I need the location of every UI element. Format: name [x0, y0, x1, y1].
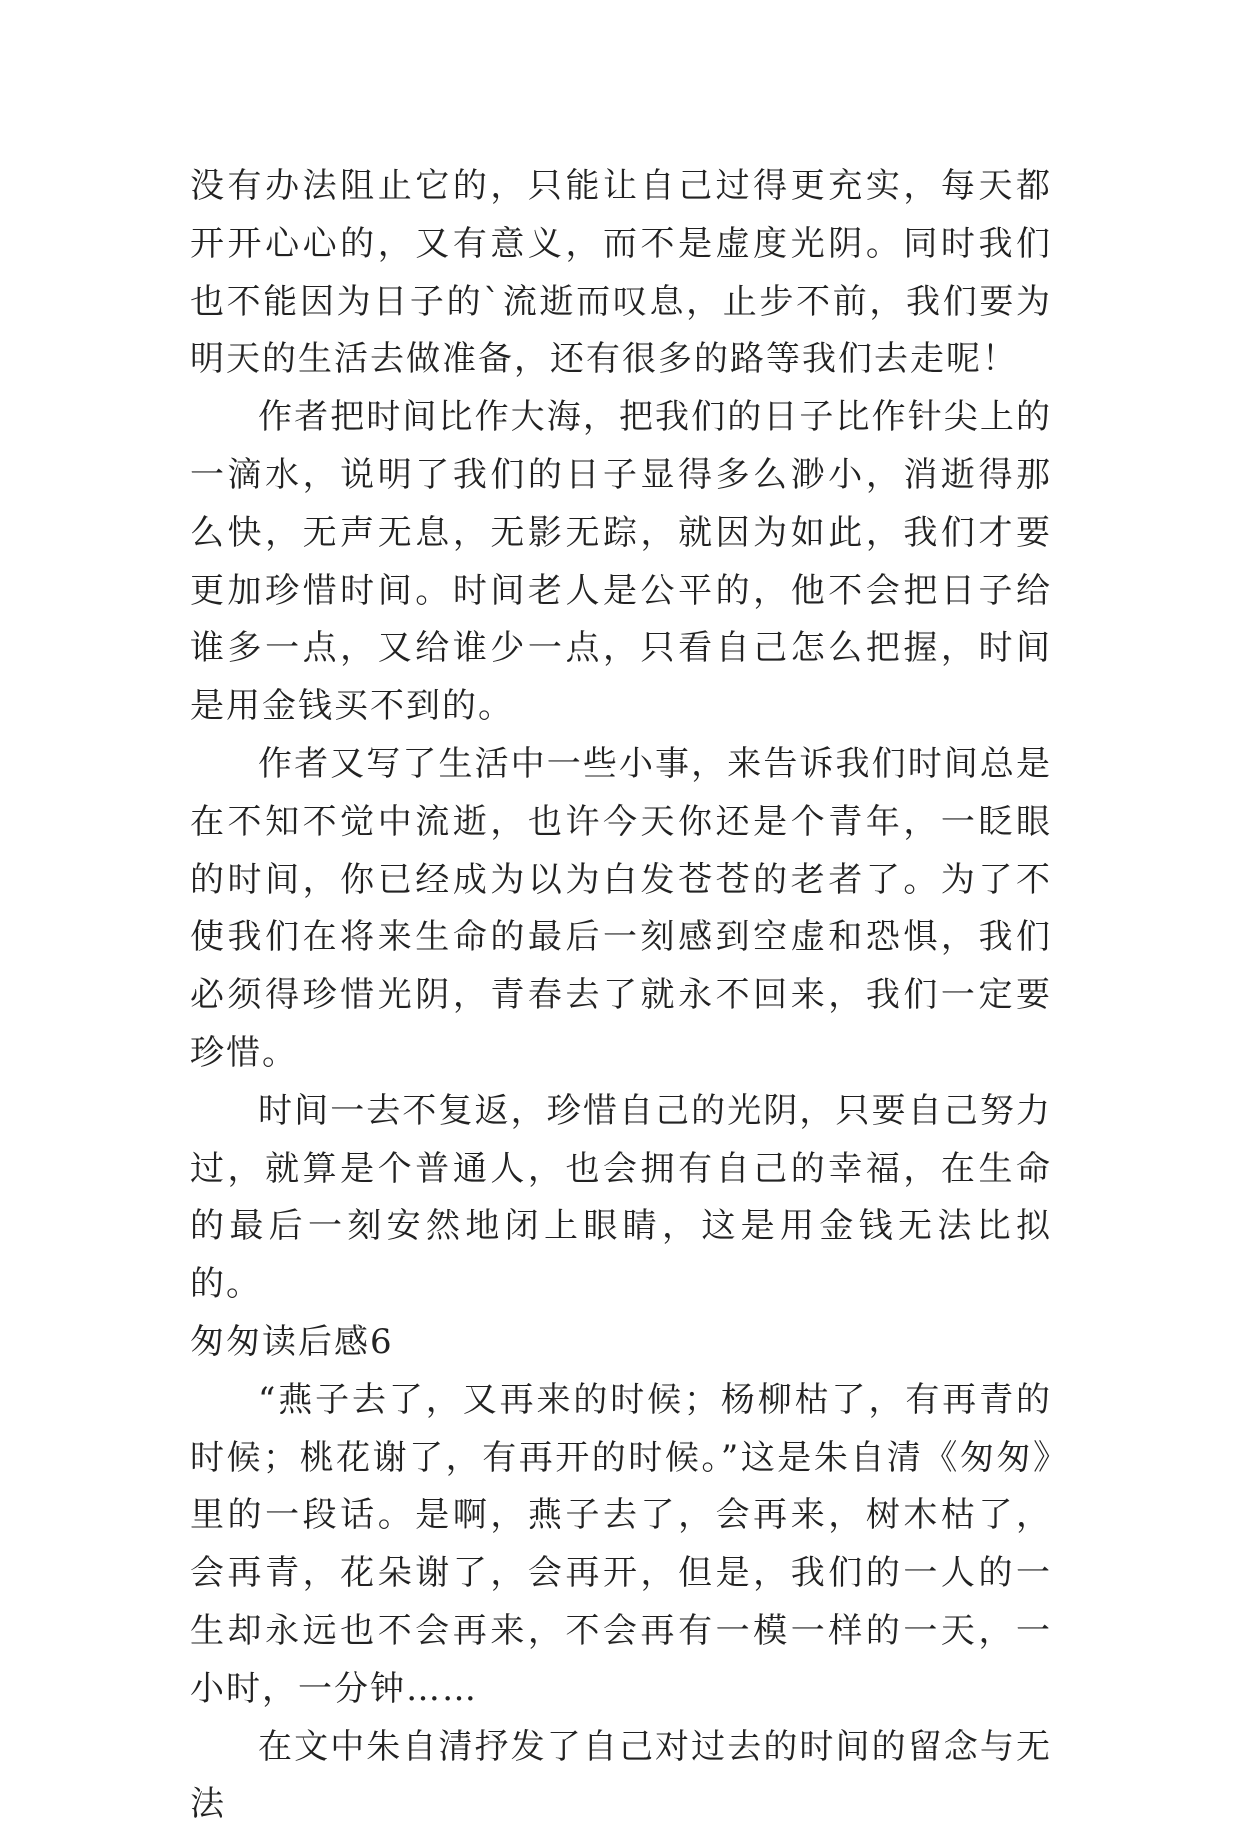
section-heading: 匆匆读后感6	[190, 1321, 394, 1362]
paragraph-1: 没有办法阻止它的，只能让自己过得更充实，每天都开开心心的，又有意义，而不是虚度光阴。同时我们也不能因为日子的`流逝而叹息，止步不前，我们要为明天的生活去做准备，还有很多的路等我们去走呢！	[190, 166, 1052, 380]
paragraph-6: 在文中朱自清抒发了自己对过去的时间的留念与无法	[190, 1726, 1052, 1825]
paragraph-3: 作者又写了生活中一些小事，来告诉我们时间总是在不知不觉中流逝，也许今天你还是个青年，一眨眼的时间，你已经成为以为白发苍苍的老者了。为了不使我们在将来生命的最后一刻感到空虚和恐惧，我们必须得珍惜光阴，青春去了就永不回来，我们一定要珍惜。	[190, 743, 1052, 1073]
paragraph-2: 作者把时间比作大海，把我们的日子比作针尖上的一滴水，说明了我们的日子显得多么渺小，消逝得那么快，无声无息，无影无踪，就因为如此，我们才要更加珍惜时间。时间老人是公平的，他不会把日子给谁多一点，又给谁少一点，只看自己怎么把握，时间是用金钱买不到的。	[190, 397, 1052, 727]
paragraph-5: “燕子去了，又再来的时候；杨柳枯了，有再青的时候；桃花谢了，有再开的时候。”这是朱自清《匆匆》里的一段话。是啊，燕子去了，会再来，树木枯了，会再青，花朵谢了，会再开，但是，我们的一人的一生却永远也不会再来，不会再有一模一样的一天，一小时，一分钟……	[190, 1379, 1052, 1709]
document-body	[190, 158, 1052, 1834]
paragraph-4: 时间一去不复返，珍惜自己的光阴，只要自己努力过，就算是个普通人，也会拥有自己的幸福，在生命的最后一刻安然地闭上眼睛，这是用金钱无法比拟的。	[190, 1090, 1052, 1305]
